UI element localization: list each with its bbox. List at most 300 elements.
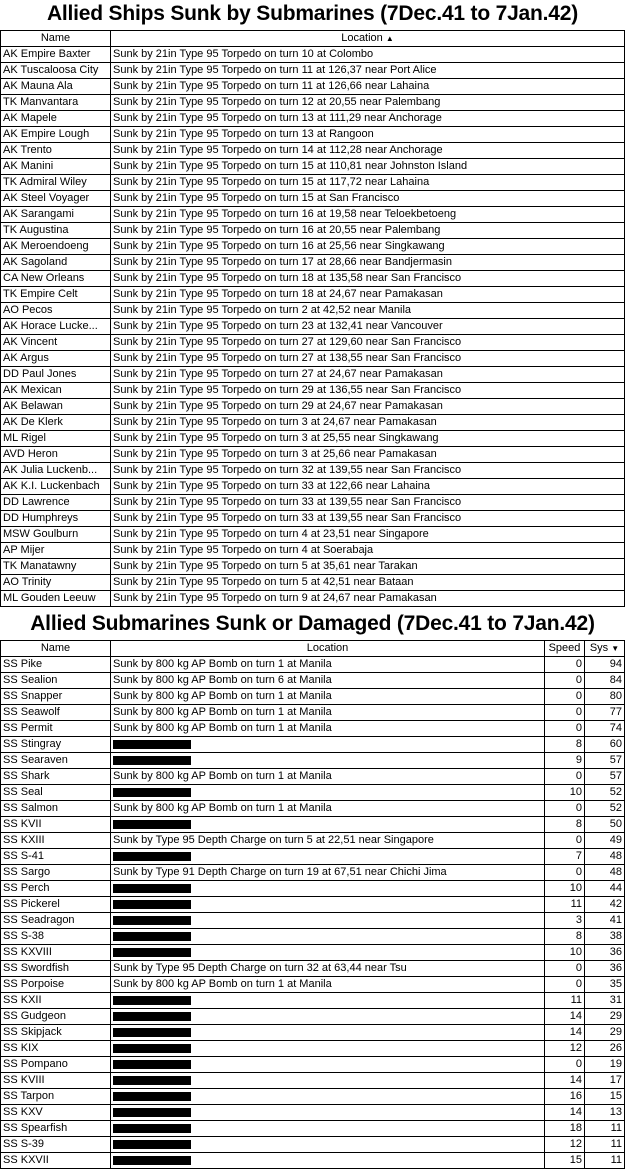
table-row[interactable] [1, 431, 625, 447]
sys-cell: 84 [585, 673, 625, 689]
location-cell [111, 881, 545, 897]
speed-cell: 0 [545, 865, 585, 881]
table-row[interactable] [1, 849, 625, 865]
location-cell [111, 1073, 545, 1089]
location-cell: Sunk by 21in Type 95 Torpedo on turn 9 at 24,67 near Pamakasan [111, 591, 625, 607]
ship-name-cell: AK Manini [1, 159, 111, 175]
speed-cell: 18 [545, 1121, 585, 1137]
table-row[interactable] [1, 657, 625, 673]
redacted-bar [113, 1028, 191, 1037]
table-row[interactable] [1, 769, 625, 785]
sub-name-cell: SS Permit [1, 721, 111, 737]
location-cell [111, 849, 545, 865]
table-row[interactable] [1, 319, 625, 335]
table-row[interactable] [1, 817, 625, 833]
speed-cell: 0 [545, 705, 585, 721]
sub-name-cell: SS Gudgeon [1, 1009, 111, 1025]
table-row[interactable] [1, 191, 625, 207]
table-row[interactable] [1, 207, 625, 223]
speed-cell: 14 [545, 1105, 585, 1121]
ship-name-cell: AK Belawan [1, 399, 111, 415]
location-column-header[interactable] [111, 31, 625, 47]
subs-sunk-table [0, 640, 625, 1169]
ship-name-cell: AK K.I. Luckenbach [1, 479, 111, 495]
sub-name-cell: SS KVII [1, 817, 111, 833]
location-cell: Sunk by 800 kg AP Bomb on turn 1 at Manila [111, 977, 545, 993]
sys-cell: 26 [585, 1041, 625, 1057]
sub-name-cell: SS KVIII [1, 1073, 111, 1089]
speed-cell: 0 [545, 833, 585, 849]
speed-cell: 12 [545, 1137, 585, 1153]
table-row[interactable] [1, 159, 625, 175]
sys-header-label: Sys [589, 642, 609, 654]
location-header-label: Location [341, 32, 383, 44]
table-row[interactable] [1, 127, 625, 143]
table-row[interactable] [1, 559, 625, 575]
subs-sunk-body [1, 657, 625, 1169]
ship-name-cell: AK Tuscaloosa City [1, 63, 111, 79]
sys-cell: 52 [585, 801, 625, 817]
table-row[interactable] [1, 993, 625, 1009]
ship-name-cell: AO Pecos [1, 303, 111, 319]
name-column-header[interactable]: Name [1, 641, 111, 657]
table-row[interactable] [1, 961, 625, 977]
table-row[interactable] [1, 897, 625, 913]
redacted-bar [113, 1012, 191, 1021]
table-row[interactable] [1, 721, 625, 737]
speed-cell: 0 [545, 961, 585, 977]
location-cell: Sunk by 21in Type 95 Torpedo on turn 29 at 136,55 near San Francisco [111, 383, 625, 399]
table-row[interactable] [1, 575, 625, 591]
table-row[interactable] [1, 47, 625, 63]
table-row[interactable] [1, 1057, 625, 1073]
sys-cell: 17 [585, 1073, 625, 1089]
sort-ascending-icon: ▲ [385, 34, 394, 43]
location-cell: Sunk by 800 kg AP Bomb on turn 6 at Manila [111, 673, 545, 689]
redacted-bar [113, 1060, 191, 1069]
location-cell [111, 1137, 545, 1153]
location-cell: Sunk by Type 95 Depth Charge on turn 5 at 22,51 near Singapore [111, 833, 545, 849]
speed-cell: 3 [545, 913, 585, 929]
sys-cell: 57 [585, 753, 625, 769]
table-row[interactable] [1, 63, 625, 79]
sub-name-cell: SS Tarpon [1, 1089, 111, 1105]
location-cell: Sunk by 21in Type 95 Torpedo on turn 5 at 35,61 near Tarakan [111, 559, 625, 575]
speed-cell: 0 [545, 801, 585, 817]
ship-name-cell: AK Steel Voyager [1, 191, 111, 207]
redacted-bar [113, 884, 191, 893]
ship-name-cell: AK Meroendoeng [1, 239, 111, 255]
sub-name-cell: SS S-38 [1, 929, 111, 945]
speed-cell: 12 [545, 1041, 585, 1057]
location-cell: Sunk by 21in Type 95 Torpedo on turn 3 at 24,67 near Pamakasan [111, 415, 625, 431]
table-row[interactable] [1, 143, 625, 159]
ship-name-cell: DD Paul Jones [1, 367, 111, 383]
speed-cell: 11 [545, 897, 585, 913]
location-cell [111, 1121, 545, 1137]
location-cell: Sunk by 800 kg AP Bomb on turn 1 at Manila [111, 705, 545, 721]
table-row[interactable] [1, 1073, 625, 1089]
ship-name-cell: DD Lawrence [1, 495, 111, 511]
location-cell [111, 897, 545, 913]
sub-name-cell: SS S-39 [1, 1137, 111, 1153]
subs-sunk-header-row [1, 641, 625, 657]
location-cell [111, 737, 545, 753]
table-row[interactable] [1, 367, 625, 383]
sub-name-cell: SS Searaven [1, 753, 111, 769]
table-row[interactable] [1, 705, 625, 721]
table-row[interactable] [1, 447, 625, 463]
sub-name-cell: SS Pompano [1, 1057, 111, 1073]
location-cell: Sunk by 21in Type 95 Torpedo on turn 33 at 139,55 near San Francisco [111, 511, 625, 527]
sys-cell: 60 [585, 737, 625, 753]
sort-descending-icon: ▼ [611, 644, 620, 653]
ship-name-cell: AK Sarangami [1, 207, 111, 223]
location-cell: Sunk by 21in Type 95 Torpedo on turn 29 at 24,67 near Pamakasan [111, 399, 625, 415]
speed-cell: 10 [545, 785, 585, 801]
sys-cell: 36 [585, 961, 625, 977]
speed-cell: 0 [545, 673, 585, 689]
sub-name-cell: SS Pike [1, 657, 111, 673]
table-row[interactable] [1, 1121, 625, 1137]
location-column-header[interactable]: Location [111, 641, 545, 657]
table-row[interactable] [1, 111, 625, 127]
sub-name-cell: SS Seawolf [1, 705, 111, 721]
ship-name-cell: AK Sagoland [1, 255, 111, 271]
sys-cell: 29 [585, 1025, 625, 1041]
sys-cell: 94 [585, 657, 625, 673]
ship-name-cell: DD Humphreys [1, 511, 111, 527]
table-row[interactable] [1, 271, 625, 287]
sub-name-cell: SS Perch [1, 881, 111, 897]
sys-column-header[interactable] [585, 641, 625, 657]
location-cell: Sunk by 21in Type 95 Torpedo on turn 33 at 122,66 near Lahaina [111, 479, 625, 495]
sys-cell: 31 [585, 993, 625, 1009]
location-cell: Sunk by 800 kg AP Bomb on turn 1 at Manila [111, 689, 545, 705]
table-row[interactable] [1, 785, 625, 801]
table-row[interactable] [1, 689, 625, 705]
table-row[interactable] [1, 1041, 625, 1057]
ship-name-cell: AP Mijer [1, 543, 111, 559]
sys-cell: 19 [585, 1057, 625, 1073]
ship-name-cell: ML Rigel [1, 431, 111, 447]
ship-name-cell: TK Manvantara [1, 95, 111, 111]
redacted-bar [113, 932, 191, 941]
table-row[interactable] [1, 223, 625, 239]
ship-name-cell: AK Horace Lucke... [1, 319, 111, 335]
location-cell: Sunk by 21in Type 95 Torpedo on turn 13 at Rangoon [111, 127, 625, 143]
table-row[interactable] [1, 1009, 625, 1025]
location-cell: Sunk by 21in Type 95 Torpedo on turn 27 at 129,60 near San Francisco [111, 335, 625, 351]
location-cell: Sunk by 21in Type 95 Torpedo on turn 32 at 139,55 near San Francisco [111, 463, 625, 479]
location-cell: Sunk by 21in Type 95 Torpedo on turn 27 at 24,67 near Pamakasan [111, 367, 625, 383]
location-cell [111, 753, 545, 769]
location-cell: Sunk by 21in Type 95 Torpedo on turn 4 at 23,51 near Singapore [111, 527, 625, 543]
speed-cell: 16 [545, 1089, 585, 1105]
location-cell: Sunk by 21in Type 95 Torpedo on turn 14 at 112,28 near Anchorage [111, 143, 625, 159]
table-row[interactable] [1, 351, 625, 367]
location-cell: Sunk by 800 kg AP Bomb on turn 1 at Manila [111, 721, 545, 737]
ship-name-cell: AK Mauna Ala [1, 79, 111, 95]
table-row[interactable] [1, 865, 625, 881]
table-row[interactable] [1, 255, 625, 271]
speed-cell: 8 [545, 737, 585, 753]
sys-cell: 74 [585, 721, 625, 737]
redacted-bar [113, 1108, 191, 1117]
location-cell [111, 929, 545, 945]
location-cell [111, 1025, 545, 1041]
table-row[interactable] [1, 415, 625, 431]
sub-name-cell: SS KXVII [1, 1153, 111, 1169]
speed-cell: 9 [545, 753, 585, 769]
sub-name-cell: SS Snapper [1, 689, 111, 705]
location-cell [111, 1153, 545, 1169]
location-cell: Sunk by 800 kg AP Bomb on turn 1 at Manila [111, 801, 545, 817]
sys-cell: 50 [585, 817, 625, 833]
location-cell [111, 913, 545, 929]
location-cell: Sunk by 21in Type 95 Torpedo on turn 2 at 42,52 near Manila [111, 303, 625, 319]
ship-name-cell: AK Trento [1, 143, 111, 159]
location-cell: Sunk by 21in Type 95 Torpedo on turn 16 at 19,58 near Teloekbetoeng [111, 207, 625, 223]
sub-name-cell: SS Seal [1, 785, 111, 801]
location-cell: Sunk by 21in Type 95 Torpedo on turn 12 at 20,55 near Palembang [111, 95, 625, 111]
speed-cell: 14 [545, 1025, 585, 1041]
sub-name-cell: SS Porpoise [1, 977, 111, 993]
table-row[interactable] [1, 463, 625, 479]
table-row[interactable] [1, 801, 625, 817]
table-row[interactable] [1, 1025, 625, 1041]
sub-name-cell: SS KXVIII [1, 945, 111, 961]
location-cell [111, 817, 545, 833]
location-cell [111, 1057, 545, 1073]
ship-name-cell: AK Argus [1, 351, 111, 367]
sys-cell: 36 [585, 945, 625, 961]
table-row[interactable] [1, 881, 625, 897]
sys-cell: 11 [585, 1153, 625, 1169]
ship-name-cell: AK Mexican [1, 383, 111, 399]
speed-cell: 0 [545, 977, 585, 993]
location-cell [111, 993, 545, 1009]
location-cell: Sunk by 21in Type 95 Torpedo on turn 16 at 20,55 near Palembang [111, 223, 625, 239]
sys-cell: 11 [585, 1121, 625, 1137]
name-column-header[interactable]: Name [1, 31, 111, 47]
ship-name-cell: AK Empire Lough [1, 127, 111, 143]
speed-cell: 11 [545, 993, 585, 1009]
redacted-bar [113, 1044, 191, 1053]
redacted-bar [113, 852, 191, 861]
speed-cell: 0 [545, 657, 585, 673]
sub-name-cell: SS Skipjack [1, 1025, 111, 1041]
subs-sunk-title: Allied Submarines Sunk or Damaged (7Dec.41 to 7Jan.42) [30, 612, 595, 635]
speed-cell: 10 [545, 881, 585, 897]
sys-cell: 80 [585, 689, 625, 705]
speed-cell: 7 [545, 849, 585, 865]
table-row[interactable] [1, 239, 625, 255]
location-cell: Sunk by 21in Type 95 Torpedo on turn 33 at 139,55 near San Francisco [111, 495, 625, 511]
ship-name-cell: TK Admiral Wiley [1, 175, 111, 191]
location-cell: Sunk by 21in Type 95 Torpedo on turn 27 at 138,55 near San Francisco [111, 351, 625, 367]
location-cell: Sunk by 800 kg AP Bomb on turn 1 at Manila [111, 657, 545, 673]
sys-cell: 38 [585, 929, 625, 945]
location-cell: Sunk by 21in Type 95 Torpedo on turn 23 at 132,41 near Vancouver [111, 319, 625, 335]
redacted-bar [113, 1076, 191, 1085]
sub-name-cell: SS KXII [1, 993, 111, 1009]
sys-cell: 35 [585, 977, 625, 993]
speed-cell: 15 [545, 1153, 585, 1169]
table-row[interactable] [1, 673, 625, 689]
speed-column-header[interactable]: Speed [545, 641, 585, 657]
table-row[interactable] [1, 479, 625, 495]
sub-name-cell: SS KIX [1, 1041, 111, 1057]
table-row[interactable] [1, 753, 625, 769]
table-row[interactable] [1, 929, 625, 945]
sys-cell: 11 [585, 1137, 625, 1153]
table-row[interactable] [1, 913, 625, 929]
location-cell [111, 1105, 545, 1121]
sys-cell: 48 [585, 849, 625, 865]
location-cell: Sunk by 21in Type 95 Torpedo on turn 3 at 25,66 near Pamakasan [111, 447, 625, 463]
sub-name-cell: SS Pickerel [1, 897, 111, 913]
ship-name-cell: AK Mapele [1, 111, 111, 127]
ship-name-cell: AO Trinity [1, 575, 111, 591]
sub-name-cell: SS KXV [1, 1105, 111, 1121]
table-row[interactable] [1, 1089, 625, 1105]
redacted-bar [113, 788, 191, 797]
ship-name-cell: AK Empire Baxter [1, 47, 111, 63]
sys-cell: 52 [585, 785, 625, 801]
sub-name-cell: SS Seadragon [1, 913, 111, 929]
redacted-bar [113, 948, 191, 957]
redacted-bar [113, 820, 191, 829]
table-row[interactable] [1, 175, 625, 191]
location-cell: Sunk by 21in Type 95 Torpedo on turn 3 at 25,55 near Singkawang [111, 431, 625, 447]
table-row[interactable] [1, 287, 625, 303]
ships-sunk-header-row [1, 31, 625, 47]
location-cell: Sunk by Type 91 Depth Charge on turn 19 at 67,51 near Chichi Jima [111, 865, 545, 881]
table-row[interactable] [1, 543, 625, 559]
ship-name-cell: TK Augustina [1, 223, 111, 239]
sys-cell: 49 [585, 833, 625, 849]
table-row[interactable] [1, 833, 625, 849]
speed-cell: 0 [545, 721, 585, 737]
location-cell: Sunk by 21in Type 95 Torpedo on turn 5 at 42,51 near Bataan [111, 575, 625, 591]
sub-name-cell: SS Shark [1, 769, 111, 785]
location-cell: Sunk by 21in Type 95 Torpedo on turn 18 at 24,67 near Pamakasan [111, 287, 625, 303]
ships-sunk-table [0, 30, 625, 607]
table-row[interactable] [1, 737, 625, 753]
location-cell: Sunk by 21in Type 95 Torpedo on turn 15 at 110,81 near Johnston Island [111, 159, 625, 175]
ship-name-cell: AK Julia Luckenb... [1, 463, 111, 479]
sys-cell: 15 [585, 1089, 625, 1105]
location-cell [111, 1009, 545, 1025]
location-cell: Sunk by 21in Type 95 Torpedo on turn 15 at San Francisco [111, 191, 625, 207]
location-cell [111, 785, 545, 801]
ship-name-cell: AK Vincent [1, 335, 111, 351]
location-cell: Sunk by 21in Type 95 Torpedo on turn 10 at Colombo [111, 47, 625, 63]
table-row[interactable] [1, 335, 625, 351]
ships-sunk-body [1, 47, 625, 607]
sys-cell: 48 [585, 865, 625, 881]
ship-name-cell: TK Empire Celt [1, 287, 111, 303]
table-row[interactable] [1, 495, 625, 511]
table-row[interactable] [1, 383, 625, 399]
sys-cell: 41 [585, 913, 625, 929]
location-cell: Sunk by 21in Type 95 Torpedo on turn 13 at 111,29 near Anchorage [111, 111, 625, 127]
sub-name-cell: SS Swordfish [1, 961, 111, 977]
redacted-bar [113, 900, 191, 909]
ship-name-cell: CA New Orleans [1, 271, 111, 287]
table-row[interactable] [1, 1105, 625, 1121]
sys-cell: 57 [585, 769, 625, 785]
ship-name-cell: MSW Goulburn [1, 527, 111, 543]
location-cell [111, 945, 545, 961]
sys-cell: 13 [585, 1105, 625, 1121]
location-cell: Sunk by 21in Type 95 Torpedo on turn 11 at 126,37 near Port Alice [111, 63, 625, 79]
sys-cell: 77 [585, 705, 625, 721]
sub-name-cell: SS Stingray [1, 737, 111, 753]
speed-cell: 14 [545, 1073, 585, 1089]
ship-name-cell: ML Gouden Leeuw [1, 591, 111, 607]
table-row[interactable] [1, 303, 625, 319]
table-row[interactable] [1, 399, 625, 415]
location-cell: Sunk by Type 95 Depth Charge on turn 32 at 63,44 near Tsu [111, 961, 545, 977]
sys-cell: 29 [585, 1009, 625, 1025]
table-row[interactable] [1, 527, 625, 543]
speed-cell: 8 [545, 817, 585, 833]
sys-cell: 42 [585, 897, 625, 913]
ship-name-cell: AVD Heron [1, 447, 111, 463]
table-row[interactable] [1, 977, 625, 993]
table-row[interactable] [1, 79, 625, 95]
ship-name-cell: TK Manatawny [1, 559, 111, 575]
sub-name-cell: SS Sealion [1, 673, 111, 689]
redacted-bar [113, 1140, 191, 1149]
location-cell [111, 1089, 545, 1105]
ship-name-cell: AK De Klerk [1, 415, 111, 431]
sub-name-cell: SS S-41 [1, 849, 111, 865]
speed-cell: 0 [545, 769, 585, 785]
speed-cell: 8 [545, 929, 585, 945]
redacted-bar [113, 996, 191, 1005]
sub-name-cell: SS Sargo [1, 865, 111, 881]
redacted-bar [113, 740, 191, 749]
location-cell: Sunk by 21in Type 95 Torpedo on turn 15 at 117,72 near Lahaina [111, 175, 625, 191]
table-row[interactable] [1, 591, 625, 607]
ships-sunk-title: Allied Ships Sunk by Submarines (7Dec.41 to 7Jan.42) [46, 2, 579, 25]
location-cell: Sunk by 21in Type 95 Torpedo on turn 16 at 25,56 near Singkawang [111, 239, 625, 255]
sub-name-cell: SS Salmon [1, 801, 111, 817]
location-cell: Sunk by 21in Type 95 Torpedo on turn 17 at 28,66 near Bandjermasin [111, 255, 625, 271]
speed-cell: 14 [545, 1009, 585, 1025]
redacted-bar [113, 1124, 191, 1133]
location-cell: Sunk by 21in Type 95 Torpedo on turn 4 at Soerabaja [111, 543, 625, 559]
redacted-bar [113, 1156, 191, 1165]
speed-cell: 10 [545, 945, 585, 961]
location-cell [111, 1041, 545, 1057]
table-row[interactable] [1, 945, 625, 961]
location-cell: Sunk by 21in Type 95 Torpedo on turn 18 at 135,58 near San Francisco [111, 271, 625, 287]
speed-cell: 0 [545, 689, 585, 705]
table-row[interactable] [1, 1153, 625, 1169]
sub-name-cell: SS Spearfish [1, 1121, 111, 1137]
table-row[interactable] [1, 511, 625, 527]
speed-cell: 0 [545, 1057, 585, 1073]
table-row[interactable] [1, 1137, 625, 1153]
redacted-bar [113, 756, 191, 765]
table-row[interactable] [1, 95, 625, 111]
redacted-bar [113, 916, 191, 925]
sys-cell: 44 [585, 881, 625, 897]
